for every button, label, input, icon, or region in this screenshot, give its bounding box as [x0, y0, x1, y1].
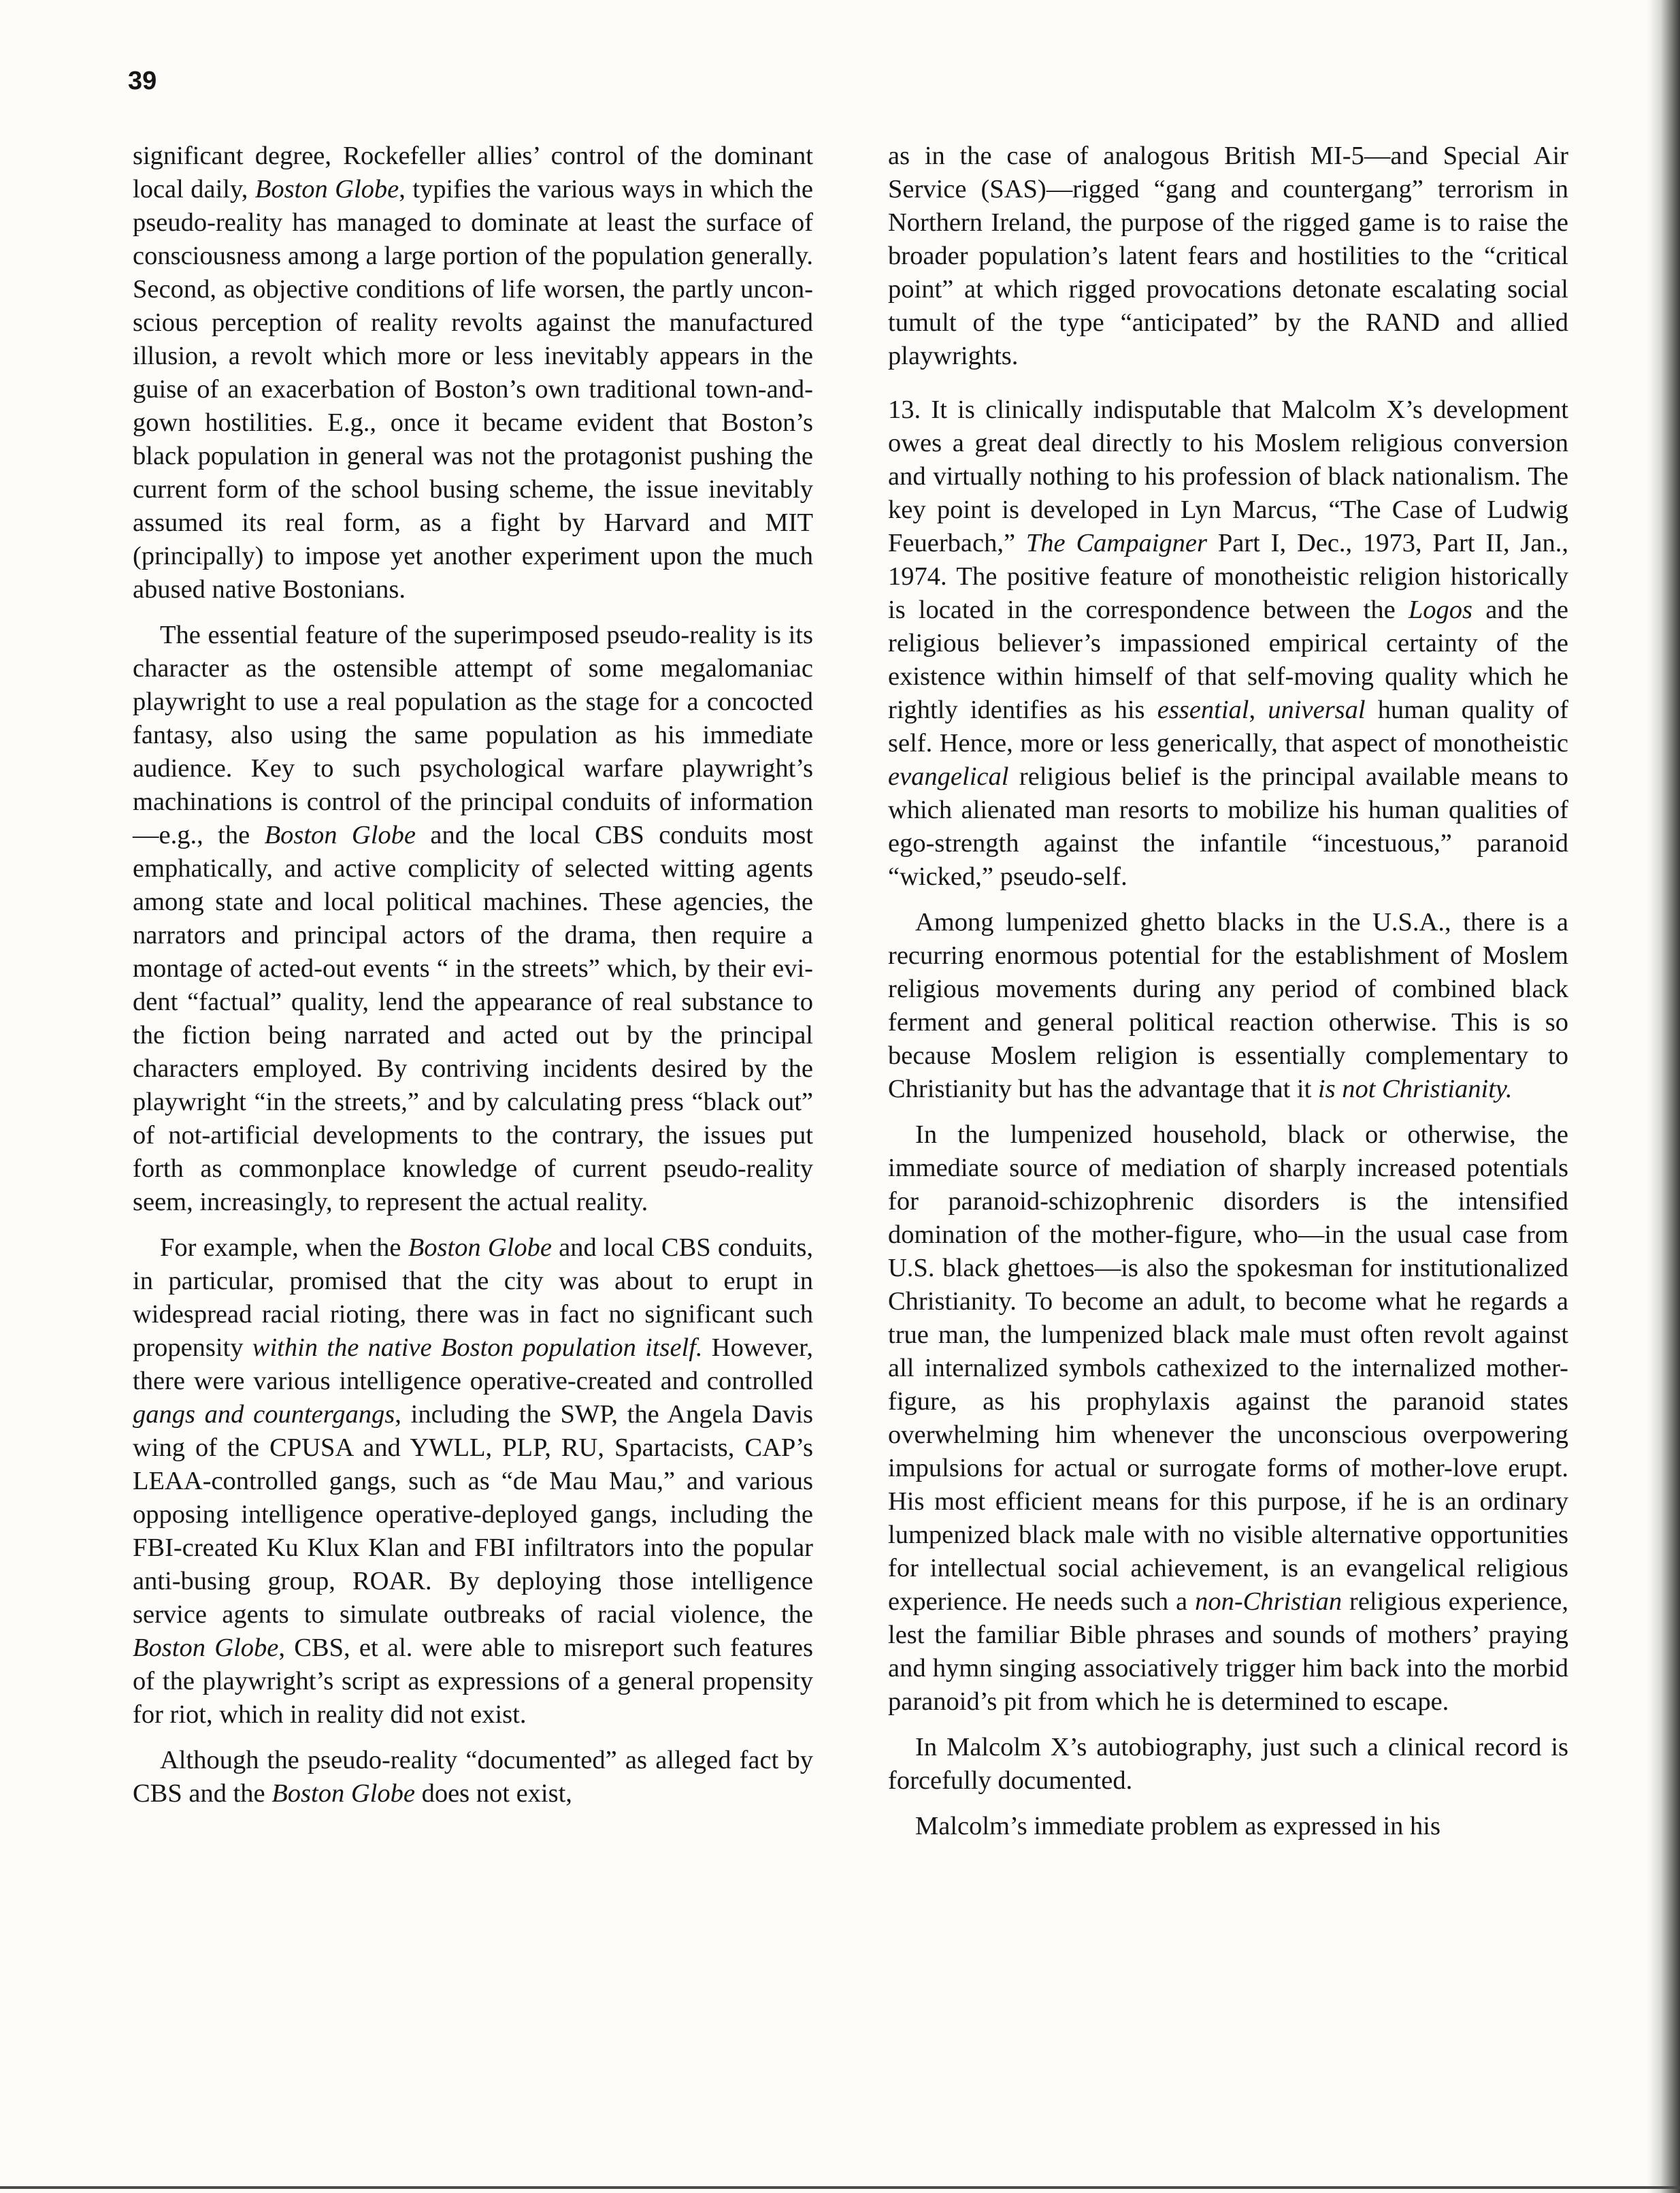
- text-run: In Malcolm X’s autobiography, just such a clinical record is forcefully documented.: [888, 1733, 1568, 1795]
- paragraph: [888, 1731, 1568, 1798]
- italic-text: Boston Globe: [264, 821, 416, 849]
- paragraph: [133, 1744, 813, 1810]
- text-run: ,: [1249, 696, 1268, 724]
- italic-text: gangs and countergangs: [133, 1400, 395, 1429]
- text-run: religious belief is the principal available means to which alienated man resorts to mobilize his human qualities of ego-strength against the infantile “incestuous,” paranoid “wicked,” pseudo-self.: [888, 762, 1568, 891]
- text-run: as in the case of analogous British MI-5—and Special Air Service (SAS)—rigged “gang and countergang” terrorism in Northern Ireland, the purpose of the rigged game is to raise the broader population’s latent fears and hostilities to the “critical point” at which rigged provocations detonate escalating social tumult of the type “anticipated” by the RAND and allied playwrights.: [888, 142, 1568, 370]
- right-column: [888, 140, 1568, 1855]
- paragraph: [133, 619, 813, 1219]
- text-run: 13. It is clinically indisputable that Malcolm X’s development owes a great deal directly to his Moslem religious conversion and virtually nothing to his profession of black nationalism. The key point is developed in Lyn Marcus, “The Case of Ludwig Feuerbach,”: [888, 395, 1568, 557]
- text-run: and local CBS conduits, in particular, promised that the city was about to erupt in widespread racial rioting, there was in fact no significant such propensity: [133, 1233, 813, 1362]
- italic-text: The Campaigner: [1025, 529, 1207, 557]
- italic-text: essential: [1157, 696, 1249, 724]
- text-run: significant degree, Rockefeller allies’ control of the dominant local daily,: [133, 142, 813, 204]
- italic-text: Boston Globe: [408, 1233, 552, 1262]
- text-run: human quality of self. Hence, more or less generically, that aspect of monotheistic: [888, 696, 1568, 758]
- paragraph: [888, 1810, 1568, 1843]
- paragraph: [133, 1231, 813, 1732]
- page-number: 39: [128, 67, 157, 95]
- text-run: and the religious believer’s impassioned empirical certainty of the existence within himself of that self-moving quality which he rightly identifies as his: [888, 596, 1568, 724]
- paragraph: [888, 1118, 1568, 1719]
- text-run: Among lumpenized ghetto blacks in the U.S.A., there is a recurring enormous potential for the establishment of Moslem religious movements during any period of combined black ferment and general political reaction otherwise. This is so because Moslem religion is essentially complementary to Christianity but has the advantage that it: [888, 908, 1568, 1103]
- text-run: Although the pseudo-reality “documented” as alleged fact by CBS and the: [133, 1746, 813, 1808]
- text-run: does not exist,: [414, 1779, 572, 1808]
- paragraph: [888, 906, 1568, 1106]
- text-run: In the lumpenized household, black or otherwise, the immediate source of mediation of sharply increased potentials for paranoid-schizophrenic disorders is the intensified domination of the mother-figure, who—in the usual case from U.S. black ghettoes—is also the spokesman for institutionalized Christianity. To become an adult, to become what he regards a true man, the lumpenized black male must often revolt against all internalized symbols cathexized to the internalized mother-figure, as his prophylaxis against the paranoid states overwhelming him whenever the unconscious overpowering impulsions for actual or surrogate forms of mother-love erupt. His most efficient means for this purpose, if he is an ordinary lumpenized black male with no visible alternative opportunities for intellectual social achievement, is an evangelical religious experience. He needs such a: [888, 1120, 1568, 1616]
- text-run: and the local CBS conduits most emphatically, and active complicity of selected witting agents among state and local political machines. These agencies, the narrators and principal actors of the drama, then require a montage of acted-out events “ in the streets” which, by their evident “factual” quality, lend the appearance of real substance to the fiction being narrated and acted out by the principal characters employed. By contriving incidents desired by the playwright “in the streets,” and by calculating press “black out” of not-artificial developments to the contrary, the issues put forth as commonplace knowledge of current pseudo-reality seem, increasingly, to represent the actual reality.: [133, 821, 813, 1216]
- text-run: Part I, Dec., 1973, Part II, Jan., 1974. The positive feature of monotheistic religion historically is located in the correspondence between the: [888, 529, 1568, 624]
- italic-text: Logos: [1408, 596, 1473, 624]
- text-run: For example, when the: [160, 1233, 408, 1262]
- text-run: Malcolm’s immediate problem as expressed in his: [915, 1812, 1440, 1840]
- text-run: However, there were various intelligence operative-created and controlled: [133, 1333, 813, 1395]
- text-run: religious experience, lest the familiar Bible phrases and sounds of mothers’ praying and hymn singing associatively trigger him back into the morbid paranoid’s pit from which he is determined to escape.: [888, 1587, 1568, 1716]
- italic-text: universal: [1268, 696, 1366, 724]
- page-edge-shadow: [1647, 0, 1680, 2193]
- text-run: , including the SWP, the Angela Davis wing of the CPUSA and YWLL, PLP, RU, Spartacists, CAP’s LEAA-controlled gangs, such as “de Mau Mau,” and various opposing intelligence operative-deployed gangs, including the FBI-created Ku Klux Klan and FBI infiltrators into the popular anti-busing group, ROAR. By deploying those intelligence service agents to simulate outbreaks of racial violence, the: [133, 1400, 813, 1629]
- italic-text: non-Christian: [1195, 1587, 1343, 1616]
- text-run: The essential feature of the superimposed pseudo-reality is its character as the ostensible attempt of some megalomaniac playwright to use a real population as the stage for a concocted fantasy, also using the same population as his immediate audience. Key to such psychological warfare playwright’s machinations is control of the principal conduits of information—e.g., the: [133, 621, 813, 849]
- italic-text: is not Christianity.: [1317, 1075, 1513, 1103]
- paragraph: [133, 140, 813, 606]
- italic-text: Boston Globe: [254, 175, 399, 204]
- paragraph: [888, 140, 1568, 373]
- italic-text: evangelical: [888, 762, 1009, 791]
- italic-text: Boston Globe: [133, 1634, 279, 1662]
- text-run: , typifies the various ways in which the pseudo-reality has managed to dominate at least the surface of consciousness among a large portion of the population generally. Second, as objective conditions of life worsen, the partly unconscious perception of reality revolts against the manufactured illusion, a revolt which more or less inevitably appears in the guise of an exacerbation of Boston’s own traditional town-and-gown hostilities. E.g., once it became evident that Boston’s black population in general was not the protagonist pushing the current form of the school busing scheme, the issue inevitably assumed its real form, as a fight by Harvard and MIT (principally) to impose yet another experiment upon the much abused native Bostonians.: [133, 175, 813, 604]
- italic-text: Boston Globe: [271, 1779, 415, 1808]
- text-run: , CBS, et al. were able to misreport such features of the playwright’s script as expressions of a general propensity for riot, which in reality did not exist.: [133, 1634, 813, 1729]
- italic-text: within the native Boston population itself.: [252, 1333, 703, 1362]
- bottom-edge: [0, 2186, 1680, 2189]
- paragraph: [888, 393, 1568, 894]
- left-column: [133, 140, 813, 1823]
